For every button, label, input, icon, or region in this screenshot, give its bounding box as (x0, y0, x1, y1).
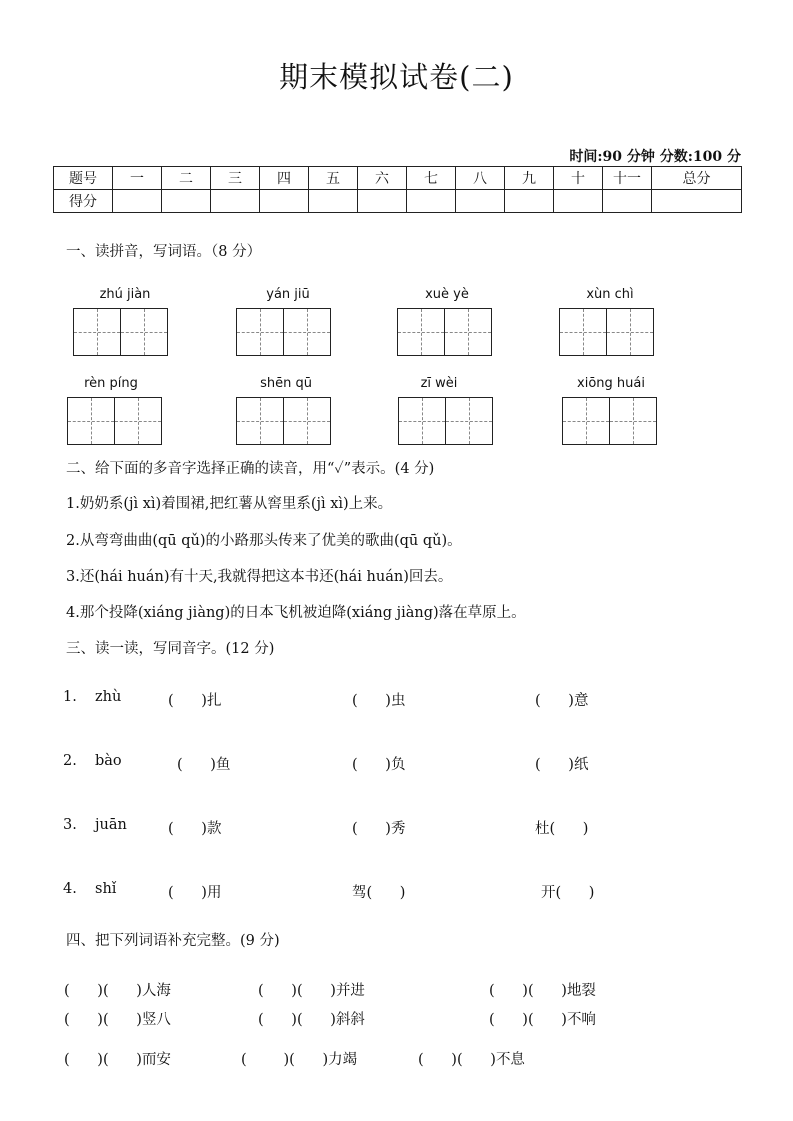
idiom-blank[interactable]: ( )( )而安 (64, 1052, 171, 1068)
page-title: 期末模拟试卷(二) (279, 60, 514, 94)
row-pinyin: zhù (95, 689, 122, 705)
blank-item[interactable]: ( )扎 (168, 693, 222, 709)
pinyin-label: rèn píng (84, 376, 138, 391)
writing-grid[interactable] (236, 397, 331, 445)
score-header-cell: 总分 (652, 167, 742, 190)
section2-heading: 二、给下面的多音字选择正确的读音，用“✓”表示。(4 分) (66, 461, 435, 477)
score-cell[interactable] (554, 190, 603, 213)
row-pinyin: bào (95, 753, 122, 769)
section3-heading: 三、读一读，写同音字。(12 分) (66, 641, 275, 657)
blank-item[interactable]: ( )鱼 (177, 757, 231, 773)
exam-meta: 时间:90 分钟 分数:100 分 (569, 149, 741, 165)
pinyin-label: zhú jiàn (99, 287, 151, 302)
score-header-cell: 二 (162, 167, 211, 190)
blank-item[interactable]: ( )款 (168, 821, 222, 837)
row-number: 4. (63, 881, 77, 897)
blank-item[interactable]: 杜( ) (535, 821, 589, 837)
writing-grid[interactable] (559, 308, 654, 356)
idiom-blank[interactable]: ( )( )不息 (418, 1052, 525, 1068)
row-pinyin: juān (95, 817, 127, 833)
score-cell[interactable] (358, 190, 407, 213)
score-cell[interactable] (211, 190, 260, 213)
score-cell[interactable] (603, 190, 652, 213)
writing-grid[interactable] (398, 397, 493, 445)
row-number: 1. (63, 689, 77, 705)
score-cell[interactable] (162, 190, 211, 213)
question-item: 1.奶奶系(jì xì)着围裙,把红薯从窖里系(jì xì)上来。 (66, 496, 393, 512)
idiom-blank[interactable]: ( )( )力竭 (241, 1052, 358, 1068)
pinyin-label: xuè yè (425, 287, 469, 302)
pinyin-label: xiōng huái (577, 376, 645, 391)
writing-grid[interactable] (67, 397, 162, 445)
score-table-header-row (54, 167, 742, 190)
score-cell[interactable] (407, 190, 456, 213)
score-cell[interactable] (505, 190, 554, 213)
pinyin-label: zī wèi (420, 376, 458, 391)
score-header-cell: 三 (211, 167, 260, 190)
blank-item[interactable]: ( )用 (168, 885, 222, 901)
row-number: 2. (63, 753, 77, 769)
blank-item[interactable]: ( )负 (352, 757, 406, 773)
score-cell[interactable] (260, 190, 309, 213)
pinyin-label: shēn qū (260, 376, 312, 391)
idiom-blank[interactable]: ( )( )竖八 (64, 1012, 171, 1028)
blank-item[interactable]: 驾( ) (352, 885, 406, 901)
idiom-blank[interactable]: ( )( )地裂 (489, 983, 596, 999)
score-header-cell: 八 (456, 167, 505, 190)
pinyin-label: xùn chì (586, 287, 634, 302)
idiom-blank[interactable]: ( )( )人海 (64, 983, 171, 999)
idiom-blank[interactable]: ( )( )斜斜 (258, 1012, 365, 1028)
question-item: 3.还(hái huán)有十天,我就得把这本书还(hái huán)回去。 (66, 569, 453, 585)
writing-grid[interactable] (73, 308, 168, 356)
score-table (53, 166, 742, 213)
section4-heading: 四、把下列词语补充完整。(9 分) (66, 933, 280, 949)
score-header-cell: 一 (113, 167, 162, 190)
blank-item[interactable]: ( )秀 (352, 821, 406, 837)
score-header-cell: 十 (554, 167, 603, 190)
blank-item[interactable]: ( )意 (535, 693, 589, 709)
score-row-label: 得分 (54, 190, 113, 213)
score-table-score-row (54, 190, 742, 213)
idiom-blank[interactable]: ( )( )不响 (489, 1012, 596, 1028)
score-cell[interactable] (456, 190, 505, 213)
score-header-cell: 十一 (603, 167, 652, 190)
score-cell[interactable] (309, 190, 358, 213)
blank-item[interactable]: 开( ) (541, 885, 595, 901)
blank-item[interactable]: ( )虫 (352, 693, 406, 709)
section1-heading: 一、读拼音，写词语。（8 分） (66, 244, 262, 260)
pinyin-label: yán jiū (266, 287, 310, 302)
writing-grid[interactable] (562, 397, 657, 445)
score-cell[interactable] (113, 190, 162, 213)
row-pinyin: shǐ (95, 881, 117, 897)
question-item: 2.从弯弯曲曲(qū qǔ)的小路那头传来了优美的歌曲(qū qǔ)。 (66, 533, 462, 549)
row-number: 3. (63, 817, 77, 833)
score-header-cell: 七 (407, 167, 456, 190)
blank-item[interactable]: ( )纸 (535, 757, 589, 773)
score-header-cell: 五 (309, 167, 358, 190)
score-header-cell: 题号 (54, 167, 113, 190)
idiom-blank[interactable]: ( )( )并进 (258, 983, 365, 999)
score-header-cell: 九 (505, 167, 554, 190)
question-item: 4.那个投降(xiáng jiàng)的日本飞机被迫降(xiáng jiàng)落在草原上。 (66, 605, 526, 621)
writing-grid[interactable] (397, 308, 492, 356)
score-header-cell: 六 (358, 167, 407, 190)
writing-grid[interactable] (236, 308, 331, 356)
score-cell[interactable] (652, 190, 742, 213)
score-header-cell: 四 (260, 167, 309, 190)
